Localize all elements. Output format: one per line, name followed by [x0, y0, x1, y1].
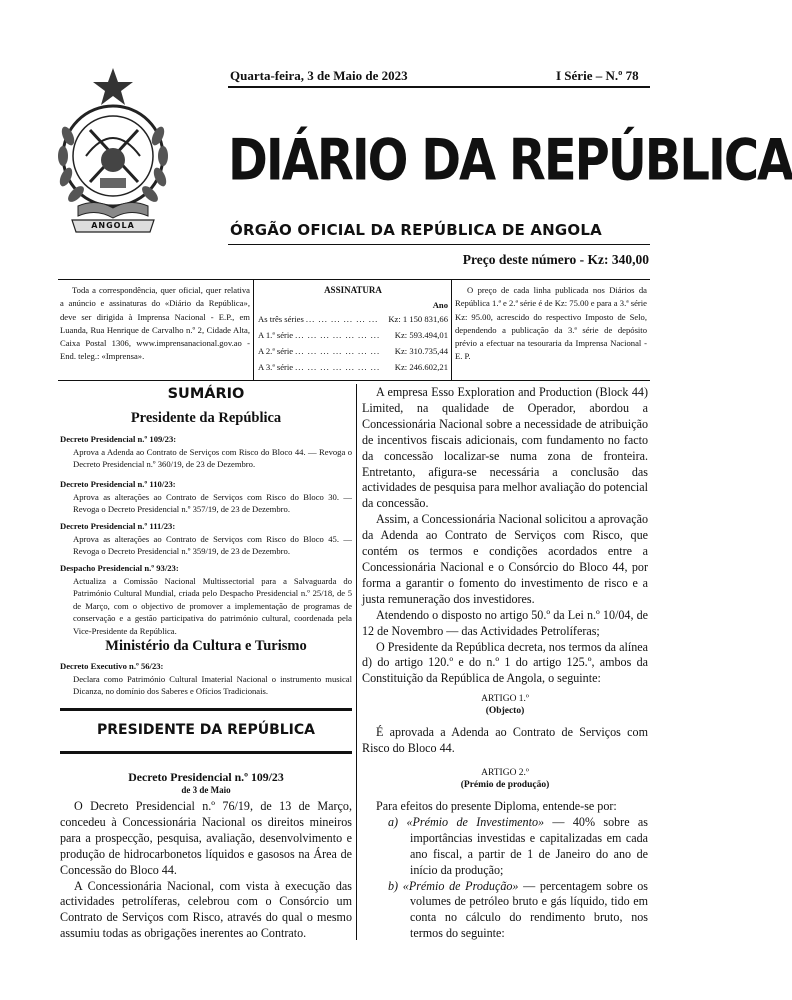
column-divider	[356, 384, 357, 940]
summary-item-body: Aprova a Adenda ao Contrato de Serviços com Risco do Bloco 44. — Revoga o Decreto Presidencial n.º 360/19, de 23 de Dezembro.	[73, 446, 352, 469]
summary-item-heading: Decreto Presidencial n.º 111/23:	[60, 521, 176, 531]
summary-item	[60, 660, 352, 698]
subscription-year-label: Ano	[432, 300, 448, 311]
info-divider-right	[451, 279, 452, 380]
subscription-row-dots: ... ... ... ... ... ... ...	[295, 346, 381, 357]
definition-list-item	[362, 879, 648, 943]
body-paragraph: A Concessionária Nacional, com vista à execução das actividades petrolíferas, celebrou com o Consórcio um Contrato de Serviços com Risco, através do qual o mesmo assumiu todas as obrigações inerentes ao Contrato.	[60, 878, 352, 941]
subscription-row-label: A 2.ª série	[258, 346, 294, 357]
article-1-text: É aprovada a Adenda ao Contrato de Serviços com Risco do Bloco 44.	[362, 725, 648, 756]
summary-title: SUMÁRIO	[167, 386, 245, 402]
body-paragraph: O Decreto Presidencial n.º 76/19, de 13 de Março, concedeu à Concessionária Nacional os direitos mineiros para a prospecção, pesquisa, avaliação, desenvolvimento e produção de hidrocarbonetos líquidos e gasosos na Área de Concessão do Bloco 44.	[60, 799, 352, 877]
subscription-table	[258, 284, 448, 375]
article-1-subject: (Objecto)	[485, 706, 525, 717]
definition-term: «Prémio de Produção»	[402, 878, 519, 893]
body-paragraph: O Presidente da República decreta, nos termos da alínea d) do artigo 120.º e do n.º 1 do artigo 125.º, ambos da Constituição da República de Angola, o seguinte:	[362, 639, 648, 686]
emblem-banner-text: ANGOLA	[91, 221, 135, 230]
body-paragraph: Atendendo o disposto no artigo 50.º da Lei n.º 10/04, de 12 de Novembro — das Actividades Petrolíferas;	[362, 607, 648, 638]
article-1-heading: ARTIGO 1.º	[481, 694, 529, 705]
header-bottom-rule	[228, 244, 650, 245]
masthead-subtitle: ÓRGÃO OFICIAL DA REPÚBLICA DE ANGOLA	[230, 221, 602, 239]
summary-item	[60, 520, 352, 558]
correspondence-notice: Toda a correspondência, quer oficial, quer relativa a anúncio e assinaturas do «Diário da República», deve ser dirigida à Imprensa Nacional - E.P., em Luanda, Rua Henrique de Carvalho n.º 2, Cidade Alta, Caixa Postal 1306, www.imprensanacional.gov.ao - End. teleg.: «Imprensa».	[60, 285, 250, 362]
decree-date: de 3 de Maio	[181, 785, 231, 795]
definition-text: — 40% sobre as importâncias investidas e capitalizadas em cada ano fiscal, a partir de 1 de Janeiro do ano de início da produção;	[410, 814, 649, 877]
subscription-row	[258, 345, 448, 358]
definition-term: «Prémio de Investimento»	[406, 814, 545, 829]
summary-item-body: Actualiza a Comissão Nacional Multissectorial para a Salvaguarda do Património Cultural Mundial, criada pelo Despacho Presidencial n.º 25/18, de 5 de Março, com o objectivo de promover a implementação de programas de conservação e a gestão participativa do património cultural, coordenada pela Vice-Presidente da República.	[73, 575, 352, 636]
subscription-row-label: As três séries	[258, 313, 304, 324]
list-marker: b)	[388, 878, 399, 893]
subscription-row-value: Kz: 1 150 831,66	[388, 313, 448, 324]
subscription-row	[258, 361, 448, 374]
summary-item	[60, 562, 352, 637]
masthead-title: DIÁRIO DA REPÚBLICA	[228, 127, 792, 194]
definition-text: — percentagem sobre os volumes de petróleo bruto e gás líquido, tido em conta no cálculo do rendimento bruto, nos termos do seguinte:	[410, 878, 649, 941]
summary-item-heading: Decreto Presidencial n.º 109/23:	[60, 434, 177, 444]
summary-item-body: Declara como Património Cultural Imaterial Nacional o instrumento musical Dicanza, no domínio dos Saberes e Ofícios Tradicionais.	[73, 673, 352, 696]
info-divider-left	[253, 279, 254, 380]
summary-section-presidency: Presidente da República	[130, 410, 282, 426]
summary-section-ministry: Ministério da Cultura e Turismo	[105, 638, 307, 654]
subscription-row-label: A 3.ª série	[258, 362, 294, 373]
issue-series-number: I Série – N.º 78	[556, 68, 639, 83]
issue-price: Preço deste número - Kz: 340,00	[462, 252, 649, 267]
list-marker: a)	[388, 814, 399, 829]
body-paragraph: A empresa Esso Exploration and Production (Block 44) Limited, na qualidade de Operador, abordou a Concessionária Nacional sobre a necessidade de atribuição de incentivos fiscais adicionais, com fundamento no facto da concessão localizar-se numa zona de fronteira. Entretanto, afigura-se necessária a conclusão das actividades de pesquisa para melhor avaliação do potencial da concessão.	[362, 385, 648, 511]
definition-list-item	[362, 815, 648, 879]
subscription-title: ASSINATURA	[324, 285, 382, 295]
summary-item-heading: Decreto Executivo n.º 56/23:	[60, 661, 164, 671]
section-rule-bottom	[60, 751, 352, 754]
line-price-notice: O preço de cada linha publicada nos Diários da República 1.ª e 2.ª série é de Kz: 75.00 e para a 3.ª série Kz: 95.00, acrescido do respectivo Imposto de Selo, dependendo a publicação da 3.ª série de depósito prévio a efectuar na tesouraria da Imprensa Nacional - E. P.	[455, 285, 647, 362]
subscription-row	[258, 313, 448, 326]
section-rule-top	[60, 708, 352, 711]
decree-preamble-left	[60, 799, 352, 942]
subscription-row-dots: ... ... ... ... ... ... ...	[295, 362, 381, 373]
info-top-rule	[58, 279, 650, 280]
decree-title: Decreto Presidencial n.º 109/23	[128, 770, 284, 784]
subscription-row-value: Kz: 593.494,01	[394, 329, 448, 340]
body-paragraph: Assim, a Concessionária Nacional solicitou a aprovação da Adenda ao Contrato de Serviços com Risco, que contém os termos e condições acordados entre a Concessionária Nacional e o Consórcio do Bloco 44, por forma a garantir o fomento do investimento de risco e a justa remuneração dos investidores.	[362, 512, 648, 606]
summary-item-heading: Despacho Presidencial n.º 93/23:	[60, 563, 179, 573]
article-2-intro: Para efeitos do presente Diploma, entende-se por:	[376, 799, 617, 814]
subscription-row-label: A 1.ª série	[258, 329, 294, 340]
subscription-row-value: Kz: 310.735,44	[394, 346, 448, 357]
issue-date: Quarta-feira, 3 de Maio de 2023	[230, 68, 408, 83]
summary-item-body: Aprova as alterações ao Contrato de Serviços com Risco do Bloco 45. — Revoga o Decreto Presidencial n.º 359/19, de 23 de Dezembro.	[73, 533, 352, 556]
subscription-row-dots: ... ... ... ... ... ... ...	[295, 329, 381, 340]
article-2-subject: (Prémio de produção)	[460, 780, 550, 791]
info-bottom-rule	[58, 380, 650, 381]
section-title-presidency: PRESIDENTE DA REPÚBLICA	[97, 722, 315, 738]
summary-item-body: Aprova as alterações ao Contrato de Serviços com Risco do Bloco 30. — Revoga o Decreto Presidencial n.º 357/19, de 23 de Dezembro.	[73, 491, 352, 514]
article-2-heading: ARTIGO 2.º	[481, 768, 529, 779]
subscription-row	[258, 329, 448, 342]
summary-item	[60, 478, 352, 516]
summary-item	[60, 433, 352, 471]
decree-text-right	[362, 385, 648, 942]
subscription-row-dots: ... ... ... ... ... ...	[305, 313, 379, 324]
summary-item-heading: Decreto Presidencial n.º 110/23:	[60, 479, 176, 489]
subscription-row-value: Kz: 246.602,21	[394, 362, 448, 373]
angola-coat-of-arms-emblem	[52, 60, 174, 238]
header-top-rule	[228, 86, 650, 88]
